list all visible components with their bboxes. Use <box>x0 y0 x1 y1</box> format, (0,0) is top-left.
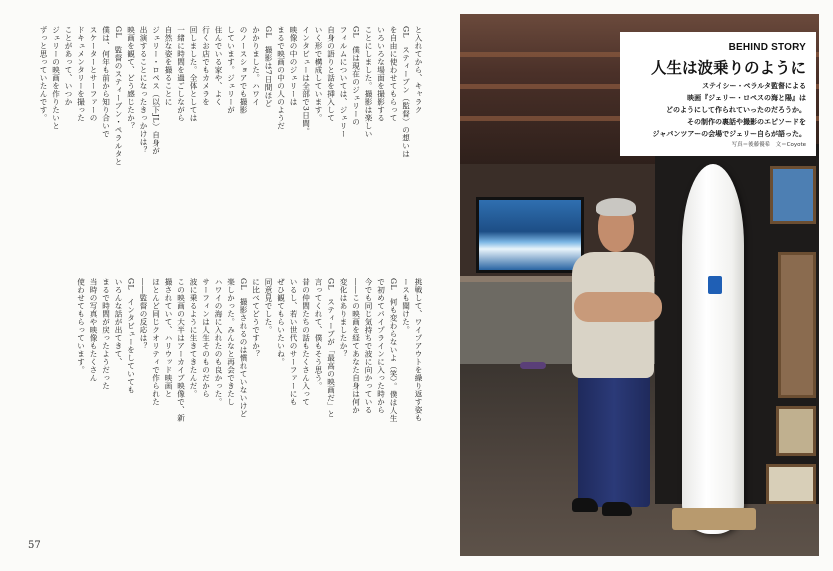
article-column: いろいろな場面を撮影する <box>376 26 386 122</box>
lead-line: その制作の裏話や撮影のエピソードを <box>687 118 806 126</box>
surfboard <box>682 164 744 534</box>
article-column: ドキュメンタリーを撮った <box>76 26 86 122</box>
article-column: 出演することになったきっかけは？ <box>139 26 148 154</box>
floor-mat <box>672 508 756 530</box>
article-column: GL 何も変わらないよ（笑）。僕は人生 <box>389 278 398 423</box>
board-logo-icon <box>708 276 722 294</box>
article-column: ジェリー・ロペス（以下JL）自身が <box>151 26 161 155</box>
article-column: 映画を観て、どう感じたか？ <box>126 26 136 130</box>
article-column: 撮されていて、ハリウッド映画と <box>164 278 173 398</box>
article-column: ことにしました。撮影は楽しい <box>364 26 373 138</box>
article-column: いろんな話が出てきて、 <box>114 278 123 366</box>
article-column: で初めてパイプラインに入った時から <box>376 278 386 414</box>
person-crossed-arms <box>574 292 662 322</box>
article-column: フィルムについては、ジェリー <box>339 26 348 138</box>
article-column: 行くお店でもカメラを <box>201 26 211 106</box>
person-legs <box>578 369 650 507</box>
article-column: ――監督の反応は？ <box>139 278 148 350</box>
article-column: いく形で構成しています。 <box>314 26 323 122</box>
photo-credit: 写真＝後藤優希 文＝Coyote <box>731 142 806 148</box>
article-column: 回しました。全体としては <box>189 26 198 122</box>
lead-line: 映画『ジェリー・ロペスの海と陽』は <box>687 94 806 102</box>
article-column: 今でも同じ気持ちで波に向かっている <box>364 278 373 414</box>
page-number: 57 <box>28 540 41 551</box>
article-column: ずっと思っていたんです。 <box>39 26 48 122</box>
article-column: 変化はありましたか？ <box>339 278 348 358</box>
article-column: GL 撮影されるのは慣れていないけど <box>239 278 248 418</box>
article-column: この映画の大半はアーカイブ映像で、新 <box>176 278 186 422</box>
article-column: サーフィンは人生そのものだから <box>201 278 211 398</box>
article-column: 住んでいる家や、よく <box>214 26 223 106</box>
article-column: ジェリーの映画を作りたいと <box>51 26 61 130</box>
article-column: GL 監督のスティーブン・ペラルタと <box>114 26 123 166</box>
article-column: 自身の語りと話を挿入して <box>326 26 336 122</box>
floor-sticker <box>520 362 546 369</box>
article-column: と入れてから、キャラク <box>414 26 423 114</box>
article-bottom-columns <box>14 278 424 514</box>
lead-line: ジャパンツアーの会場でジェリー自らが語った。 <box>652 130 806 138</box>
article-top-columns <box>14 26 424 262</box>
article-column: GL インタビューをしていても <box>126 278 136 394</box>
article-column: GL 僕は現在のジェリーの <box>351 26 361 126</box>
wall-frame <box>770 166 816 224</box>
article-column: 楽しかった。みんなと再会できたし <box>226 278 236 406</box>
article-column: ースも聞けた。 <box>401 278 411 334</box>
person-hair <box>596 198 636 216</box>
wave-screen <box>476 197 584 273</box>
article-column: いるし、若い世代のサーファーにも <box>289 278 298 406</box>
lead-line: ステイシー・ペラルタ監督による <box>702 82 806 90</box>
article-column: 当時の写真や映像もたくさん <box>89 278 98 382</box>
person-shoe <box>602 502 632 516</box>
lead-line: どのようにして作られていったのだろうか。 <box>666 106 806 114</box>
article-column: ぜひ観てもらいたいね。 <box>276 278 286 366</box>
person-shoe <box>572 498 598 512</box>
article-body <box>14 26 424 518</box>
article-column: 昔の仲間たちの話もたくさん入って <box>301 278 311 406</box>
article-headline: 人生は波乗りのように <box>650 59 806 77</box>
article-column: 挑戦して、ワイプアウトを繰り返す姿も <box>414 278 423 422</box>
article-column: 波に乗るように生きてきたんだ。 <box>189 278 198 398</box>
article-column: 言ってくれて、僕もそう思う。 <box>314 278 323 390</box>
article-column: かかりました。ハワイ <box>251 26 261 106</box>
article-column: GL 撮影は7日間ほど <box>264 26 273 108</box>
title-box <box>620 32 816 156</box>
wall-frame <box>766 464 816 504</box>
article-column: ハワイの海に入れたのも良かった。 <box>214 278 223 406</box>
article-column: 同意見でした。 <box>264 278 273 334</box>
article-column: まるで映画の中の人のようだ <box>276 26 286 130</box>
section-kicker: BEHIND STORY <box>728 42 806 53</box>
article-column: ――この映画を経てあなた自身は何か <box>351 278 361 414</box>
article-column: 僕は、何年も前から知り合いで <box>101 26 111 138</box>
article-column: に比べてどうですか？ <box>251 278 261 358</box>
article-lead <box>620 80 806 140</box>
article-column: 使わせてもらっています。 <box>76 278 86 374</box>
article-column: 映像の中のジェリーは <box>289 26 298 106</box>
article-column: インタビューは全部で3日間。 <box>301 26 311 136</box>
article-column: ほとんど同じクオリティで作られた <box>151 278 161 406</box>
article-column: のノースショアでも撮影 <box>239 26 248 114</box>
article-column: しています。ジェリーが <box>226 26 236 114</box>
article-column: 一緒に時間を過ごしながら <box>176 26 186 122</box>
article-column: スケーターとサーファーの <box>89 26 98 122</box>
article-column: ことがあって、いつか <box>64 26 73 106</box>
article-column: 自然な姿を撮ることに <box>164 26 173 106</box>
article-column: を自由に使わせてもらって <box>389 26 398 122</box>
wall-frame <box>776 406 816 456</box>
article-column: まるで時間が戻ったようだった <box>101 278 111 390</box>
wall-frame <box>778 252 816 398</box>
article-column: GL スティーブン（監督）の想いは <box>401 26 411 158</box>
article-column: GL スティーブが「最高の映画だ」と <box>326 278 336 418</box>
